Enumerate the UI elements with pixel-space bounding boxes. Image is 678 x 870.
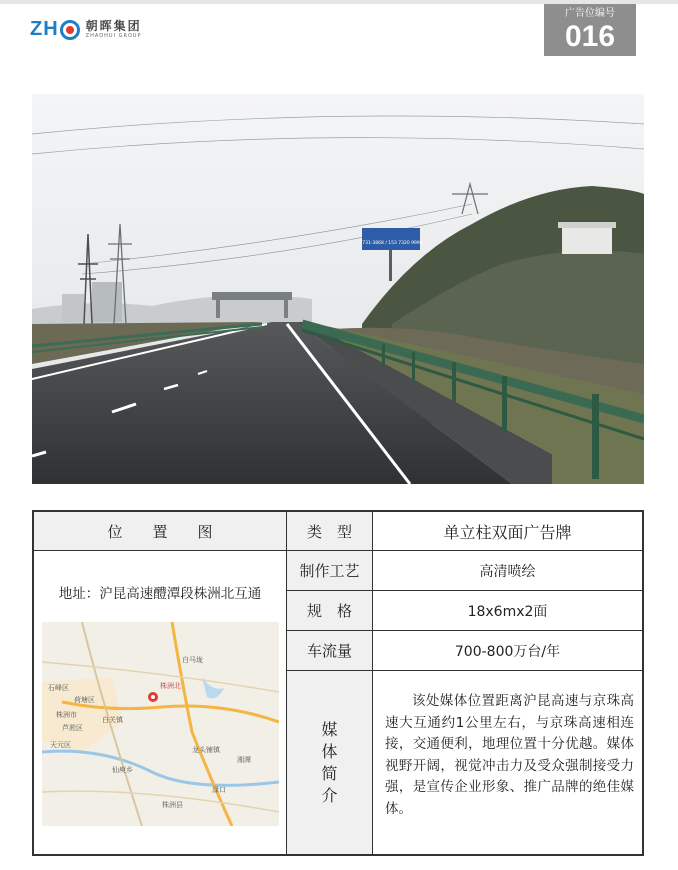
- svg-text:龙头铺镇: 龙头铺镇: [192, 746, 220, 754]
- spec-label: 规 格: [287, 591, 372, 630]
- logo-english-name: ZHAOHUI GROUP: [85, 32, 142, 39]
- svg-text:渌口: 渌口: [212, 786, 226, 794]
- media-intro-text: 该处媒体位置距离沪昆高速与京珠高速大互通约1公里左右，与京珠高速相连接，交通便利，地理位置十分优越。媒体视野开阔，视觉冲击力及受众强制接受力强，是宣传企业形象、推广品牌的绝佳媒体。: [385, 693, 634, 817]
- logo-circle-icon: [60, 20, 80, 40]
- type-value: 单立柱双面广告牌: [443, 522, 572, 542]
- type-label: 类 型: [287, 512, 372, 550]
- svg-text:株洲市: 株洲市: [56, 711, 77, 719]
- traffic-label: 车流量: [287, 631, 372, 670]
- location-map-header: 位 置 图: [34, 512, 286, 550]
- ad-number: 016: [564, 20, 616, 53]
- svg-text:白关镇: 白关镇: [102, 716, 123, 724]
- media-intro-label: 媒 体 简 介: [287, 671, 372, 854]
- craft-label: 制作工艺: [287, 551, 372, 590]
- logo-letters: ZH: [30, 18, 59, 40]
- svg-text:湘潭: 湘潭: [237, 756, 251, 764]
- svg-text:株洲县: 株洲县: [162, 801, 183, 809]
- address-text: 地址：沪昆高速醴潭段株洲北互通: [58, 586, 262, 602]
- craft-value: 高清喷绘: [479, 563, 536, 580]
- location-map: [42, 622, 279, 826]
- logo-chinese-name: 朝晖集团: [85, 18, 142, 33]
- svg-text:荷塘区: 荷塘区: [74, 696, 95, 704]
- billboard-text: 0731-3868 / 153 7320 9999: [359, 241, 423, 246]
- highway-billboard-photo: [32, 94, 644, 484]
- ad-number-label: 广告位编号: [565, 8, 615, 19]
- billboard-info-table: [32, 510, 644, 856]
- company-logo: [30, 18, 142, 41]
- svg-text:天元区: 天元区: [50, 741, 71, 749]
- svg-text:芦淞区: 芦淞区: [62, 724, 83, 732]
- svg-text:株洲北: 株洲北: [160, 682, 181, 690]
- ad-number-box: [544, 4, 636, 56]
- map-illustration: [42, 622, 279, 826]
- highway-scene-illustration: [32, 94, 644, 484]
- traffic-value: 700-800万台/年: [454, 643, 561, 660]
- top-bar: [0, 0, 678, 60]
- spec-value: 18x6mx2面: [467, 603, 548, 620]
- svg-text:石峰区: 石峰区: [48, 684, 69, 692]
- svg-text:仙庾乡: 仙庾乡: [112, 766, 133, 774]
- svg-text:白马垅: 白马垅: [182, 656, 203, 664]
